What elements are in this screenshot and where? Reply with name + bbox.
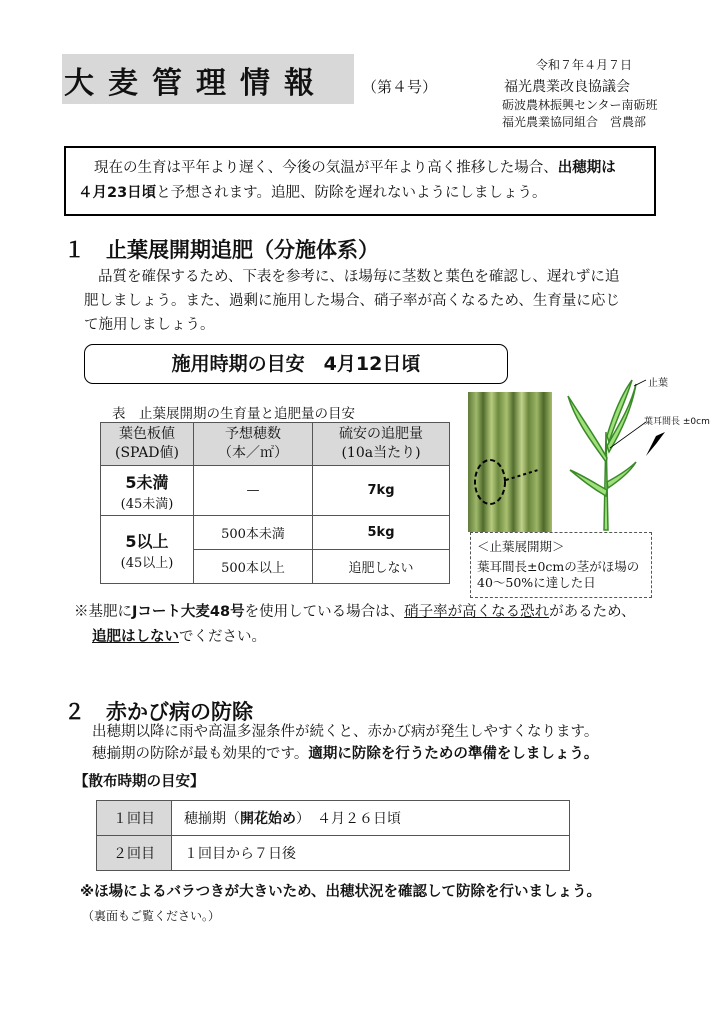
- barley-field-photo: [468, 392, 552, 532]
- table-caption: 表 止葉展開期の生育量と追肥量の目安: [112, 406, 355, 422]
- table-header-row: [101, 423, 450, 466]
- table-row: [97, 836, 570, 871]
- issue-number: （第４号）: [362, 78, 438, 96]
- callout-line2: 40〜50%に達した日: [477, 575, 596, 590]
- spray-round-1-timing: 穂揃期（開花始め） ４月２６日頃: [172, 801, 570, 836]
- flag-leaf-stage-callout: [470, 532, 652, 598]
- intro-text-1: 現在の生育は平年より遅く、今後の気温が平年より高く推移した場合、: [94, 160, 558, 176]
- cell-spad-over5: 5以上 (45以上): [101, 516, 194, 584]
- section1-line3: て施用しましょう。: [84, 317, 215, 333]
- page-title: 大麦管理情報: [64, 66, 328, 101]
- section1-note-line1: ※基肥にJコート大麦48号を使用している場合は、硝子率が高くなる恐れがあるため、: [74, 604, 636, 620]
- section1-line1: 品質を確保するため、下表を参考に、ほ場毎に茎数と葉色を確認し、遅れずに追: [98, 269, 620, 285]
- auricle-distance-label: 葉耳間長 ±0cm: [644, 417, 710, 427]
- table-row: [101, 516, 450, 550]
- spray-round-1: １回目: [97, 801, 172, 836]
- header-fertilizer-amount: 硫安の追肥量 (10a当たり): [313, 423, 450, 466]
- table-row: [101, 466, 450, 516]
- issue-date: 令和７年４月７日: [536, 58, 633, 72]
- spray-schedule-table: [96, 800, 570, 871]
- spray-round-2: ２回目: [97, 836, 172, 871]
- section1-heading: １ 止葉展開期追肥（分施体系）: [64, 238, 379, 262]
- table-row: [97, 801, 570, 836]
- flag-leaf-plant-icon: [552, 372, 724, 532]
- intro-heading-date-2: ４月23日頃: [78, 185, 157, 201]
- callout-line1: 葉耳間長±0cmの茎がほ場の: [477, 559, 640, 574]
- section2-line1: 出穂期以降に雨や高温多湿条件が続くと、赤かび病が発生しやすくなります。: [92, 724, 599, 740]
- publisher: 福光農業改良協議会: [504, 79, 630, 95]
- prep-emphasis: 適期に防除を行うための準備をしましょう。: [308, 746, 599, 762]
- spray-round-2-timing: １回目から７日後: [172, 836, 570, 871]
- intro-heading-date-1: 出穂期は: [557, 160, 616, 176]
- no-topdressing-emphasis: 追肥はしない: [92, 629, 179, 645]
- cell-no-topdressing: 追肥しない: [313, 550, 450, 584]
- cell-amount-5kg: 5kg: [313, 516, 450, 550]
- publisher-sub2: 福光農業協同組合 営農部: [502, 115, 647, 129]
- topdressing-table: [100, 422, 450, 584]
- callout-title: ＜止葉展開期＞: [477, 539, 565, 554]
- flag-leaf-label: 止葉: [648, 378, 668, 389]
- section2-heading: ２ 赤かび病の防除: [64, 700, 253, 724]
- see-reverse-note: （裏面もご覧ください。）: [82, 909, 221, 923]
- application-timing-box: 施用時期の目安 4月12日頃: [84, 344, 508, 384]
- intro-text-2: と予想されます。追肥、防除を遅れないようにしましょう。: [156, 185, 547, 201]
- publisher-sub1: 砺波農林振興センター南砺班: [502, 98, 658, 112]
- section2-line2: 穂揃期の防除が最も効果的です。適期に防除を行うための準備をしましょう。: [92, 746, 599, 762]
- intro-box: [64, 146, 656, 216]
- header-ear-count: 予想穂数 （本／㎡）: [194, 423, 313, 466]
- header-leaf-color: 葉色板値 (SPAD値): [101, 423, 194, 466]
- glassiness-warning: 硝子率が高くなる恐れ: [404, 604, 550, 620]
- section2-note: ※ほ場によるバラつきが大きいため、出穂状況を確認して防除を行いましょう。: [80, 884, 602, 900]
- section1-note-line2: 追肥はしないでください。: [92, 629, 266, 645]
- product-name: Jコート大麦48号: [132, 604, 245, 620]
- section1-line2: 肥しましょう。また、過剰に施用した場合、硝子率が高くなるため、生育量に応じ: [84, 293, 620, 309]
- cell-ears-over500: 500本以上: [194, 550, 313, 584]
- cell-ears-under500: 500本未満: [194, 516, 313, 550]
- cell-amount-7kg: 7kg: [313, 466, 450, 516]
- cell-spad-under5: 5未満 (45未満): [101, 466, 194, 516]
- spray-timing-label: 【散布時期の目安】: [74, 774, 205, 790]
- cell-ears-none: —: [194, 466, 313, 516]
